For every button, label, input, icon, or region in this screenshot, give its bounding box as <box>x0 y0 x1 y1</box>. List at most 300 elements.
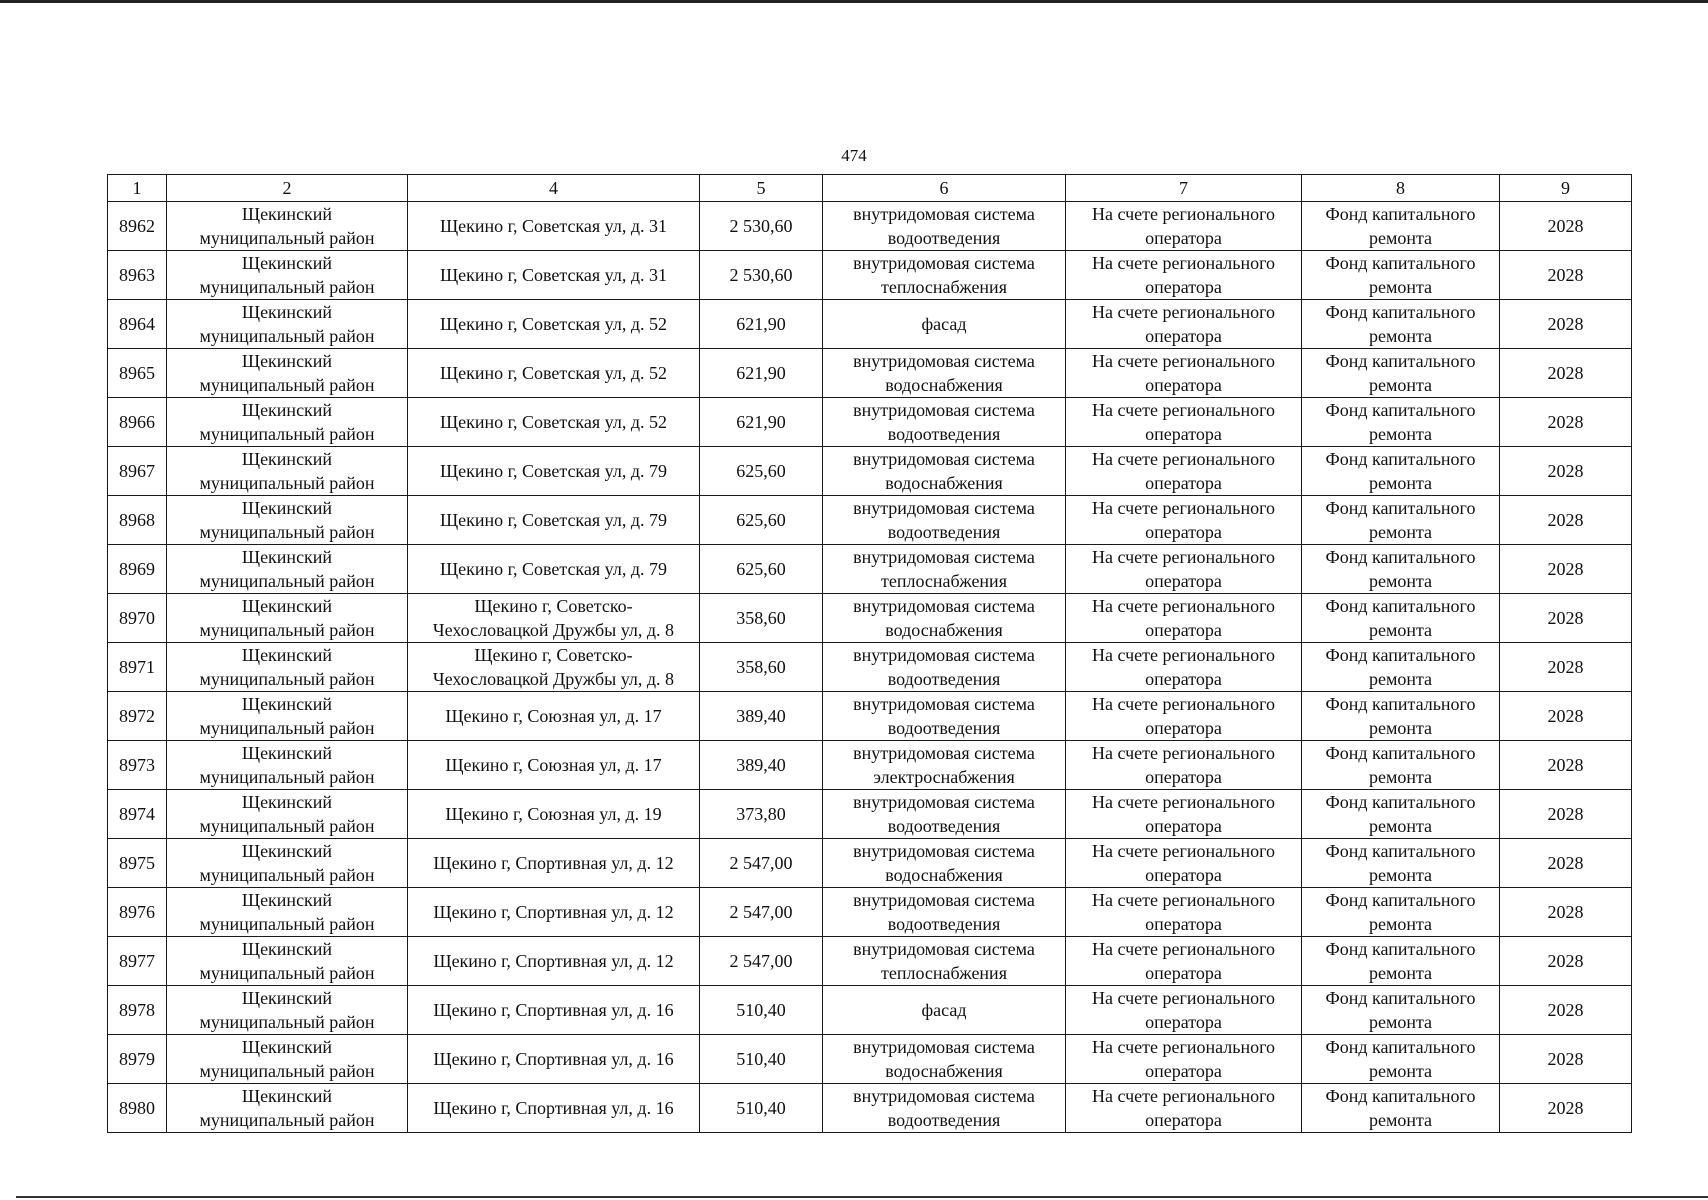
area-cell: 2 547,00 <box>700 888 823 937</box>
funding-source-line: Фонд капитального <box>1325 792 1476 812</box>
fund-account-line: На счете регионального <box>1091 400 1276 420</box>
fund-account-cell <box>1066 1035 1302 1084</box>
year-cell: 2028 <box>1500 398 1632 447</box>
funding-source-line: Фонд капитального <box>1325 400 1476 420</box>
district-cell <box>167 643 408 692</box>
table-row <box>108 202 1632 251</box>
district-line: муниципальный район <box>199 522 375 542</box>
work-type-line: водоснабжения <box>885 375 1003 395</box>
funding-source-cell <box>1302 790 1500 839</box>
work-type-cell <box>823 1035 1066 1084</box>
district-line: Щекинский <box>241 449 333 469</box>
address-line: Щекино г, Союзная ул, д. 17 <box>445 755 662 775</box>
funding-source-line: Фонд капитального <box>1325 253 1476 273</box>
fund-account-line: оператора <box>1145 473 1222 493</box>
fund-account-line: На счете регионального <box>1091 694 1276 714</box>
work-type-line: водоотведения <box>887 522 1001 542</box>
work-type-cell <box>823 1084 1066 1133</box>
district-cell <box>167 545 408 594</box>
funding-source-line: ремонта <box>1368 1012 1433 1032</box>
work-type-cell <box>823 643 1066 692</box>
fund-account-cell <box>1066 300 1302 349</box>
fund-account-line: оператора <box>1145 571 1222 591</box>
address-line: Щекино г, Спортивная ул, д. 12 <box>433 902 674 922</box>
district-line: Щекинский <box>241 547 333 567</box>
area-cell: 621,90 <box>700 300 823 349</box>
district-cell <box>167 398 408 447</box>
address-line: Щекино г, Спортивная ул, д. 16 <box>433 1098 674 1118</box>
work-type-line: внутридомовая система <box>853 890 1035 910</box>
year-cell: 2028 <box>1500 643 1632 692</box>
funding-source-cell <box>1302 251 1500 300</box>
funding-source-line: Фонд капитального <box>1325 596 1476 616</box>
row-number-cell: 8963 <box>108 251 167 300</box>
column-header: 2 <box>167 175 408 202</box>
table-header <box>108 175 1632 202</box>
address-line: Щекино г, Советская ул, д. 79 <box>439 461 668 481</box>
table-row <box>108 300 1632 349</box>
fund-account-line: На счете регионального <box>1091 1037 1276 1057</box>
row-number-cell: 8971 <box>108 643 167 692</box>
district-line: муниципальный район <box>199 669 375 689</box>
table-row <box>108 741 1632 790</box>
district-line: муниципальный район <box>199 424 375 444</box>
fund-account-line: оператора <box>1145 277 1222 297</box>
address-line: Щекино г, Советско- <box>474 645 633 665</box>
address-cell <box>408 545 700 594</box>
work-type-line: внутридомовая система <box>853 449 1035 469</box>
work-type-cell <box>823 692 1066 741</box>
capital-repair-table <box>107 174 1632 1133</box>
address-line: Щекино г, Советская ул, д. 52 <box>439 412 668 432</box>
row-number-cell: 8965 <box>108 349 167 398</box>
work-type-cell <box>823 202 1066 251</box>
work-type-line: внутридомовая система <box>853 792 1035 812</box>
district-line: Щекинский <box>241 253 333 273</box>
scan-bottom-edge <box>16 1196 1708 1198</box>
row-number-cell: 8970 <box>108 594 167 643</box>
work-type-cell <box>823 741 1066 790</box>
fund-account-line: На счете регионального <box>1091 449 1276 469</box>
row-number-cell: 8967 <box>108 447 167 496</box>
row-number-cell: 8978 <box>108 986 167 1035</box>
address-line: Щекино г, Советско- <box>474 596 633 616</box>
table-row <box>108 692 1632 741</box>
district-line: Щекинский <box>241 939 333 959</box>
fund-account-line: На счете регионального <box>1091 547 1276 567</box>
fund-account-cell <box>1066 545 1302 594</box>
fund-account-cell <box>1066 1084 1302 1133</box>
fund-account-line: оператора <box>1145 1110 1222 1130</box>
row-number-cell: 8974 <box>108 790 167 839</box>
fund-account-cell <box>1066 986 1302 1035</box>
year-cell: 2028 <box>1500 790 1632 839</box>
fund-account-cell <box>1066 202 1302 251</box>
address-line: Щекино г, Советская ул, д. 52 <box>439 363 668 383</box>
work-type-line: водоотведения <box>887 228 1001 248</box>
fund-account-line: На счете регионального <box>1091 939 1276 959</box>
district-line: Щекинский <box>241 743 333 763</box>
address-line: Щекино г, Спортивная ул, д. 12 <box>433 853 674 873</box>
district-cell <box>167 790 408 839</box>
fund-account-line: оператора <box>1145 522 1222 542</box>
address-line: Щекино г, Советская ул, д. 79 <box>439 510 668 530</box>
work-type-line: внутридомовая система <box>853 694 1035 714</box>
fund-account-line: оператора <box>1145 963 1222 983</box>
funding-source-line: Фонд капитального <box>1325 302 1476 322</box>
address-cell <box>408 447 700 496</box>
funding-source-cell <box>1302 300 1500 349</box>
district-line: муниципальный район <box>199 473 375 493</box>
work-type-line: фасад <box>921 1000 967 1020</box>
fund-account-line: оператора <box>1145 375 1222 395</box>
funding-source-cell <box>1302 202 1500 251</box>
fund-account-line: оператора <box>1145 424 1222 444</box>
district-line: муниципальный район <box>199 718 375 738</box>
area-cell: 621,90 <box>700 398 823 447</box>
fund-account-line: На счете регионального <box>1091 204 1276 224</box>
work-type-cell <box>823 839 1066 888</box>
fund-account-line: На счете регионального <box>1091 351 1276 371</box>
district-line: муниципальный район <box>199 571 375 591</box>
funding-source-line: Фонд капитального <box>1325 890 1476 910</box>
district-line: муниципальный район <box>199 375 375 395</box>
row-number-cell: 8966 <box>108 398 167 447</box>
funding-source-line: Фонд капитального <box>1325 1037 1476 1057</box>
address-line: Щекино г, Союзная ул, д. 19 <box>445 804 662 824</box>
work-type-cell <box>823 496 1066 545</box>
address-line: Щекино г, Советская ул, д. 31 <box>439 216 668 236</box>
address-cell <box>408 790 700 839</box>
address-cell <box>408 937 700 986</box>
district-line: муниципальный район <box>199 816 375 836</box>
table-row <box>108 643 1632 692</box>
district-cell <box>167 937 408 986</box>
work-type-cell <box>823 447 1066 496</box>
fund-account-line: На счете регионального <box>1091 302 1276 322</box>
year-cell: 2028 <box>1500 496 1632 545</box>
funding-source-line: ремонта <box>1368 571 1433 591</box>
work-type-cell <box>823 398 1066 447</box>
work-type-cell <box>823 888 1066 937</box>
funding-source-cell <box>1302 1084 1500 1133</box>
area-cell: 510,40 <box>700 1084 823 1133</box>
address-cell <box>408 496 700 545</box>
funding-source-cell <box>1302 888 1500 937</box>
work-type-line: внутридомовая система <box>853 253 1035 273</box>
row-number-cell: 8973 <box>108 741 167 790</box>
fund-account-line: На счете регионального <box>1091 498 1276 518</box>
district-line: Щекинский <box>241 351 333 371</box>
district-line: Щекинский <box>241 302 333 322</box>
district-line: муниципальный район <box>199 228 375 248</box>
work-type-line: внутридомовая система <box>853 400 1035 420</box>
row-number-cell: 8979 <box>108 1035 167 1084</box>
table-row <box>108 545 1632 594</box>
funding-source-cell <box>1302 937 1500 986</box>
funding-source-line: Фонд капитального <box>1325 351 1476 371</box>
funding-source-cell <box>1302 692 1500 741</box>
year-cell: 2028 <box>1500 594 1632 643</box>
district-cell <box>167 1084 408 1133</box>
funding-source-line: Фонд капитального <box>1325 204 1476 224</box>
work-type-line: теплоснабжения <box>881 963 1007 983</box>
funding-source-line: ремонта <box>1368 816 1433 836</box>
district-line: муниципальный район <box>199 865 375 885</box>
area-cell: 2 547,00 <box>700 937 823 986</box>
table-row <box>108 251 1632 300</box>
address-cell <box>408 398 700 447</box>
district-cell <box>167 594 408 643</box>
fund-account-line: На счете регионального <box>1091 988 1276 1008</box>
district-line: Щекинский <box>241 645 333 665</box>
funding-source-cell <box>1302 349 1500 398</box>
row-number-cell: 8980 <box>108 1084 167 1133</box>
year-cell: 2028 <box>1500 986 1632 1035</box>
column-header: 1 <box>108 175 167 202</box>
fund-account-cell <box>1066 888 1302 937</box>
fund-account-cell <box>1066 496 1302 545</box>
district-line: Щекинский <box>241 792 333 812</box>
address-cell <box>408 643 700 692</box>
area-cell: 2 547,00 <box>700 839 823 888</box>
work-type-line: водоснабжения <box>885 620 1003 640</box>
fund-account-cell <box>1066 643 1302 692</box>
fund-account-cell <box>1066 790 1302 839</box>
district-line: Щекинский <box>241 1086 333 1106</box>
address-cell <box>408 986 700 1035</box>
work-type-line: электроснабжения <box>873 767 1015 787</box>
work-type-line: водоснабжения <box>885 1061 1003 1081</box>
funding-source-cell <box>1302 447 1500 496</box>
area-cell: 2 530,60 <box>700 202 823 251</box>
address-cell <box>408 1035 700 1084</box>
table-row <box>108 594 1632 643</box>
district-cell <box>167 202 408 251</box>
funding-source-line: Фонд капитального <box>1325 694 1476 714</box>
row-number-cell: 8968 <box>108 496 167 545</box>
year-cell: 2028 <box>1500 692 1632 741</box>
column-header: 8 <box>1302 175 1500 202</box>
funding-source-line: ремонта <box>1368 718 1433 738</box>
district-line: Щекинский <box>241 596 333 616</box>
funding-source-line: Фонд капитального <box>1325 449 1476 469</box>
table-row <box>108 986 1632 1035</box>
work-type-cell <box>823 790 1066 839</box>
page-number: 474 <box>841 146 867 165</box>
fund-account-cell <box>1066 251 1302 300</box>
district-line: Щекинский <box>241 498 333 518</box>
funding-source-line: ремонта <box>1368 424 1433 444</box>
district-cell <box>167 986 408 1035</box>
work-type-line: водоотведения <box>887 718 1001 738</box>
area-cell: 358,60 <box>700 594 823 643</box>
fund-account-cell <box>1066 398 1302 447</box>
fund-account-line: На счете регионального <box>1091 253 1276 273</box>
year-cell: 2028 <box>1500 937 1632 986</box>
area-cell: 373,80 <box>700 790 823 839</box>
fund-account-line: оператора <box>1145 1012 1222 1032</box>
funding-source-cell <box>1302 986 1500 1035</box>
fund-account-line: На счете регионального <box>1091 596 1276 616</box>
column-header: 4 <box>408 175 700 202</box>
row-number-cell: 8964 <box>108 300 167 349</box>
area-cell: 625,60 <box>700 496 823 545</box>
fund-account-line: оператора <box>1145 914 1222 934</box>
address-line: Щекино г, Спортивная ул, д. 16 <box>433 1000 674 1020</box>
area-cell: 389,40 <box>700 692 823 741</box>
district-cell <box>167 692 408 741</box>
year-cell: 2028 <box>1500 349 1632 398</box>
funding-source-cell <box>1302 398 1500 447</box>
district-cell <box>167 839 408 888</box>
address-cell <box>408 349 700 398</box>
year-cell: 2028 <box>1500 300 1632 349</box>
column-header: 7 <box>1066 175 1302 202</box>
funding-source-line: ремонта <box>1368 669 1433 689</box>
address-cell <box>408 888 700 937</box>
funding-source-line: ремонта <box>1368 522 1433 542</box>
address-cell <box>408 251 700 300</box>
fund-account-cell <box>1066 741 1302 790</box>
work-type-line: внутридомовая система <box>853 1037 1035 1057</box>
year-cell: 2028 <box>1500 202 1632 251</box>
work-type-line: водоотведения <box>887 1110 1001 1130</box>
row-number-cell: 8975 <box>108 839 167 888</box>
work-type-line: теплоснабжения <box>881 277 1007 297</box>
work-type-line: теплоснабжения <box>881 571 1007 591</box>
address-line: Чехословацкой Дружбы ул, д. 8 <box>432 669 675 689</box>
address-cell <box>408 300 700 349</box>
work-type-line: внутридомовая система <box>853 939 1035 959</box>
fund-account-line: оператора <box>1145 669 1222 689</box>
fund-account-line: оператора <box>1145 326 1222 346</box>
fund-account-line: На счете регионального <box>1091 792 1276 812</box>
funding-source-line: ремонта <box>1368 228 1433 248</box>
address-cell <box>408 692 700 741</box>
table-row <box>108 496 1632 545</box>
district-line: муниципальный район <box>199 277 375 297</box>
year-cell: 2028 <box>1500 741 1632 790</box>
district-line: Щекинский <box>241 890 333 910</box>
district-line: Щекинский <box>241 841 333 861</box>
funding-source-line: ремонта <box>1368 865 1433 885</box>
funding-source-line: ремонта <box>1368 914 1433 934</box>
fund-account-line: оператора <box>1145 718 1222 738</box>
funding-source-line: Фонд капитального <box>1325 841 1476 861</box>
address-cell <box>408 594 700 643</box>
year-cell: 2028 <box>1500 839 1632 888</box>
fund-account-cell <box>1066 839 1302 888</box>
district-line: муниципальный район <box>199 620 375 640</box>
column-header: 6 <box>823 175 1066 202</box>
district-cell <box>167 888 408 937</box>
address-cell <box>408 202 700 251</box>
work-type-cell <box>823 300 1066 349</box>
year-cell: 2028 <box>1500 888 1632 937</box>
area-cell: 2 530,60 <box>700 251 823 300</box>
district-line: муниципальный район <box>199 1061 375 1081</box>
year-cell: 2028 <box>1500 251 1632 300</box>
row-number-cell: 8969 <box>108 545 167 594</box>
district-cell <box>167 1035 408 1084</box>
year-cell: 2028 <box>1500 447 1632 496</box>
funding-source-line: Фонд капитального <box>1325 743 1476 763</box>
district-cell <box>167 447 408 496</box>
work-type-line: фасад <box>921 314 967 334</box>
work-type-cell <box>823 251 1066 300</box>
work-type-line: внутридомовая система <box>853 743 1035 763</box>
table-row <box>108 937 1632 986</box>
funding-source-cell <box>1302 839 1500 888</box>
work-type-line: водоснабжения <box>885 865 1003 885</box>
work-type-line: водоотведения <box>887 816 1001 836</box>
fund-account-line: На счете регионального <box>1091 743 1276 763</box>
table-row <box>108 1035 1632 1084</box>
funding-source-cell <box>1302 643 1500 692</box>
funding-source-line: ремонта <box>1368 620 1433 640</box>
fund-account-line: оператора <box>1145 816 1222 836</box>
year-cell: 2028 <box>1500 1084 1632 1133</box>
work-type-line: внутридомовая система <box>853 204 1035 224</box>
work-type-line: водоотведения <box>887 669 1001 689</box>
row-number-cell: 8972 <box>108 692 167 741</box>
funding-source-cell <box>1302 496 1500 545</box>
district-line: муниципальный район <box>199 1012 375 1032</box>
funding-source-line: ремонта <box>1368 767 1433 787</box>
district-line: муниципальный район <box>199 963 375 983</box>
funding-source-line: ремонта <box>1368 1110 1433 1130</box>
work-type-line: внутридомовая система <box>853 498 1035 518</box>
funding-source-cell <box>1302 741 1500 790</box>
area-cell: 625,60 <box>700 447 823 496</box>
column-header: 5 <box>700 175 823 202</box>
funding-source-cell <box>1302 545 1500 594</box>
district-cell <box>167 300 408 349</box>
work-type-line: водоснабжения <box>885 473 1003 493</box>
fund-account-cell <box>1066 447 1302 496</box>
funding-source-cell <box>1302 594 1500 643</box>
area-cell: 625,60 <box>700 545 823 594</box>
table-row <box>108 447 1632 496</box>
fund-account-cell <box>1066 594 1302 643</box>
funding-source-line: ремонта <box>1368 277 1433 297</box>
district-line: муниципальный район <box>199 914 375 934</box>
row-number-cell: 8962 <box>108 202 167 251</box>
fund-account-cell <box>1066 349 1302 398</box>
work-type-line: внутридомовая система <box>853 547 1035 567</box>
address-line: Чехословацкой Дружбы ул, д. 8 <box>432 620 675 640</box>
funding-source-line: Фонд капитального <box>1325 1086 1476 1106</box>
row-number-cell: 8976 <box>108 888 167 937</box>
address-cell <box>408 1084 700 1133</box>
table-row <box>108 790 1632 839</box>
address-line: Щекино г, Советская ул, д. 52 <box>439 314 668 334</box>
area-cell: 510,40 <box>700 1035 823 1084</box>
district-line: Щекинский <box>241 988 333 1008</box>
address-line: Щекино г, Спортивная ул, д. 12 <box>433 951 674 971</box>
address-line: Щекино г, Союзная ул, д. 17 <box>445 706 662 726</box>
funding-source-line: ремонта <box>1368 963 1433 983</box>
district-cell <box>167 496 408 545</box>
fund-account-line: На счете регионального <box>1091 841 1276 861</box>
work-type-cell <box>823 594 1066 643</box>
funding-source-line: Фонд капитального <box>1325 988 1476 1008</box>
address-line: Щекино г, Спортивная ул, д. 16 <box>433 1049 674 1069</box>
funding-source-line: ремонта <box>1368 1061 1433 1081</box>
work-type-line: водоотведения <box>887 424 1001 444</box>
fund-account-line: На счете регионального <box>1091 1086 1276 1106</box>
